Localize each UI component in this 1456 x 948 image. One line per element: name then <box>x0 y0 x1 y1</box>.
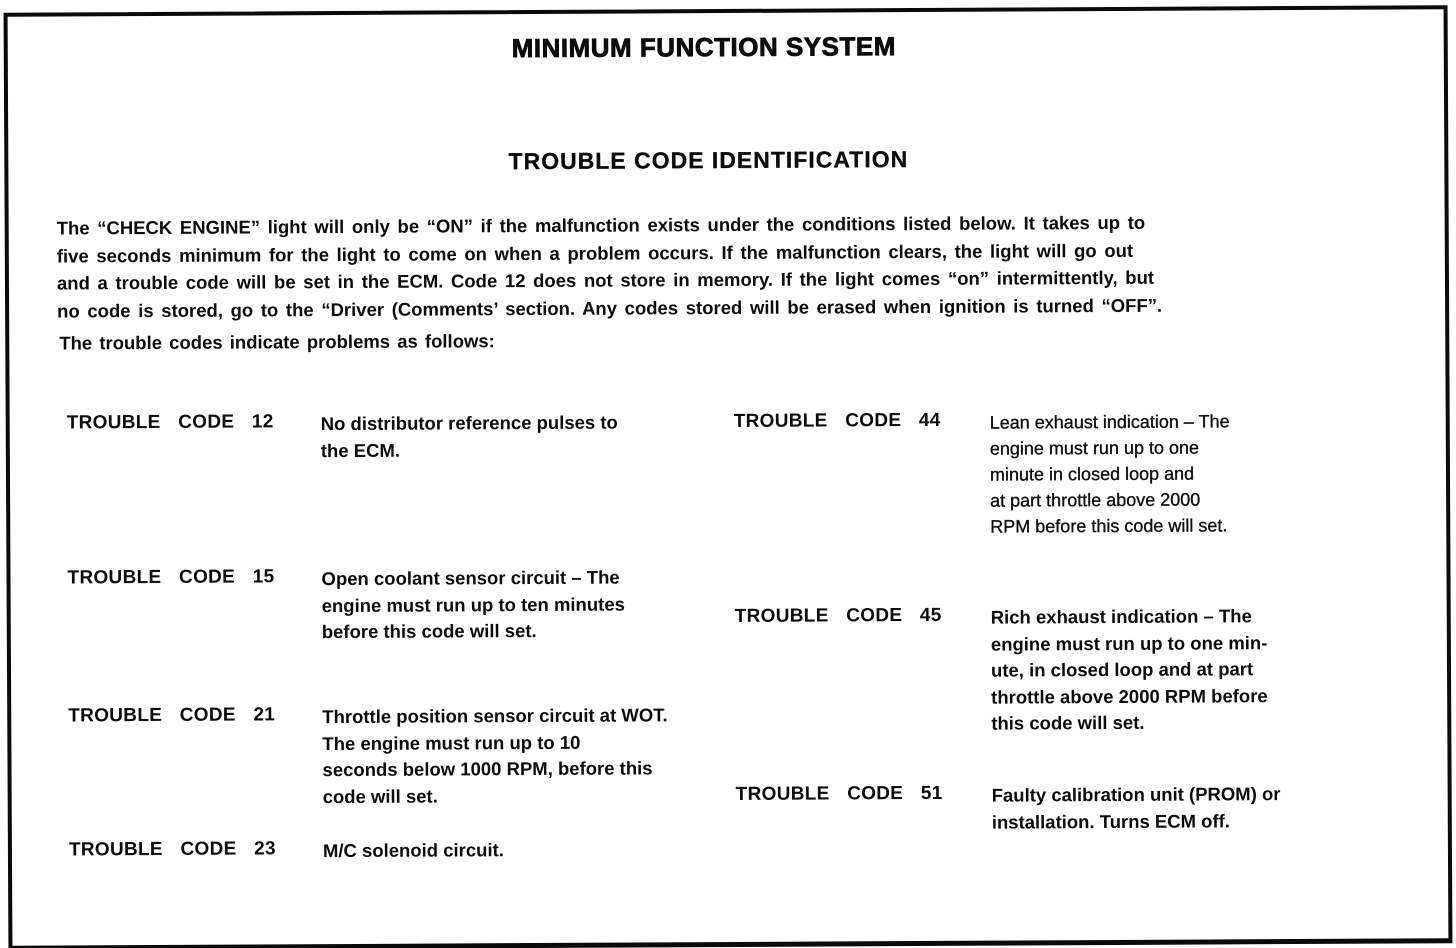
trouble-code-label: TROUBLE CODE 23 <box>68 838 276 861</box>
trouble-code-description: Lean exhaust indication – The engine must run up to one minute in closed loop and at part throttle above 2000 RPM before this code will set. <box>989 411 1230 537</box>
trouble-code-label: TROUBLE CODE 21 <box>68 704 276 727</box>
trouble-code-entry-51 <box>12 780 1448 833</box>
section-heading: TROUBLE CODE IDENTIFICATION <box>508 146 909 175</box>
trouble-code-label: TROUBLE CODE 45 <box>734 604 942 627</box>
trouble-code-label: TROUBLE CODE 12 <box>66 411 274 434</box>
trouble-code-description: Throttle position sensor circuit at WOT. The engine must run up to 10 seconds below 1000 RPM, before this code will set. <box>322 704 668 807</box>
trouble-code-description: M/C solenoid circuit. <box>322 839 504 862</box>
page-border-frame <box>4 5 1453 948</box>
trouble-code-label: TROUBLE CODE 15 <box>67 566 275 589</box>
trouble-code-label: TROUBLE CODE 51 <box>735 782 943 805</box>
trouble-code-label: TROUBLE CODE 44 <box>733 409 941 432</box>
trouble-code-description: Faulty calibration unit (PROM) or installation. Turns ECM off. <box>991 783 1281 833</box>
trouble-code-description: Rich exhaust indication – The engine must run up to one min- ute, in closed loop and at part throttle above 2000 RPM before this code will set. <box>990 605 1268 734</box>
trouble-code-description: No distributor reference pulses to the ECM. <box>320 411 618 461</box>
intro-paragraph: The “CHECK ENGINE” light will only be “ON” if the malfunction exists under the conditions listed below. It takes up to five seconds minimum for the light to come on when a problem occurs. If the malfunction clears, the light will go out and a trouble code will be set in the ECM. Code 12 does not store in memory. If the light comes “on” intermittently, but no code is stored, go to the “Driver (Comments’ section. Any codes stored will be erased when ignition is turned “OFF”. <box>56 211 1163 322</box>
trouble-code-description: Open coolant sensor circuit – The engine must run up to ten minutes before this code will set. <box>321 566 625 643</box>
trouble-codes-lead-line: The trouble codes indicate problems as follows: <box>59 330 495 354</box>
page-title: MINIMUM FUNCTION SYSTEM <box>511 31 896 64</box>
